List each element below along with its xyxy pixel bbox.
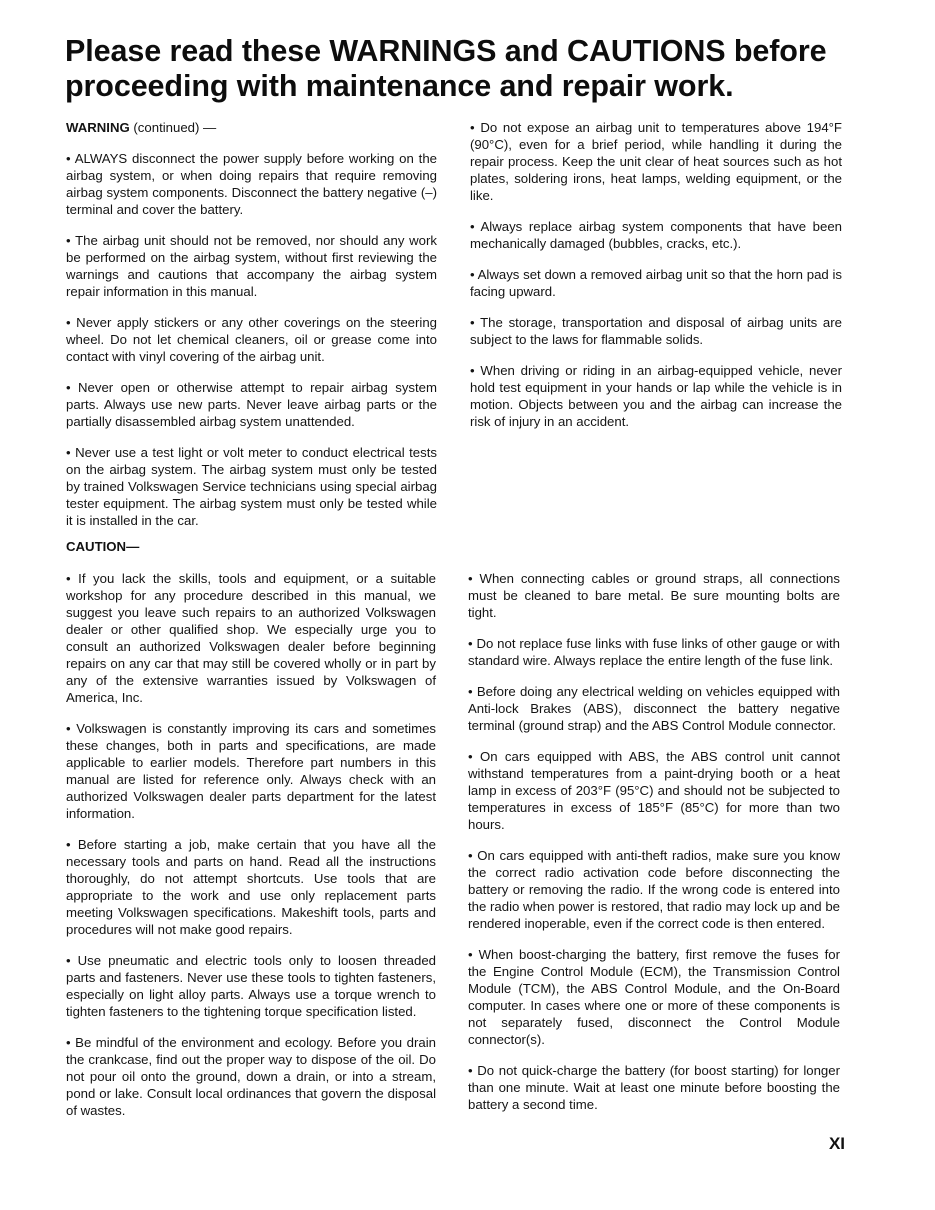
caution-left-column: [66, 570, 436, 1119]
caution-heading: CAUTION—: [66, 539, 140, 554]
warning-item: • Do not expose an airbag unit to temperatures above 194°F (90°C), even for a brief period, while handling it during the repair process. Keep the unit clear of heat sources such as hot plates, soldering irons, heat lamps, welding equipment, or the like.: [470, 120, 842, 203]
caution-item: • When boost-charging the battery, first remove the fuses for the Engine Control Module (ECM), the Transmission Control Module (TCM), the ABS Control Module, and the On-Board computer. In cases where one or more of these components is not separately fused, disconnect the Control Module connector(s).: [468, 947, 840, 1047]
warning-continued: (continued) —: [129, 120, 217, 135]
caution-right-column: [468, 570, 840, 1113]
warning-item: • Always set down a removed airbag unit so that the horn pad is facing upward.: [470, 267, 842, 299]
warning-label: WARNING: [66, 120, 130, 135]
warning-item: • ALWAYS disconnect the power supply before working on the airbag system, or when doing repairs that require removing airbag system components. Disconnect the battery negative (–) terminal and cover the battery.: [66, 151, 437, 217]
page-title: Please read these WARNINGS and CAUTIONS before proceeding with maintenance and repair work.: [65, 34, 827, 103]
warning-item: • Never apply stickers or any other coverings on the steering wheel. Do not let chemical cleaners, oil or grease come into contact with vinyl covering of the airbag unit.: [66, 315, 437, 364]
caution-item: • On cars equipped with ABS, the ABS control unit cannot withstand temperatures from a paint-drying booth or a heat lamp in excess of 203°F (95°C) and should not be subjected to temperatures in excess of 185°F (85°C) for more than two hours.: [468, 749, 840, 832]
page-number: XI: [828, 1134, 845, 1153]
warning-left-column: [66, 119, 437, 529]
warning-item: • The airbag unit should not be removed, nor should any work be performed on the airbag system, without first reviewing the warnings and cautions that accompany the airbag system repair information in this manual.: [66, 233, 437, 299]
warning-item: • Never use a test light or volt meter to conduct electrical tests on the airbag system. The airbag system must only be tested by trained Volkswagen Service technicians using special airbag tester equipment. The airbag system must only be tested while it is installed in the car.: [66, 445, 437, 528]
caution-item: • If you lack the skills, tools and equipment, or a suitable workshop for any procedure described in this manual, we suggest you leave such repairs to an authorized Volkswagen dealer or other qualified shop. We especially urge you to consult an authorized Volkswagen dealer before beginning repairs on any car that may still be covered wholly or in part by any of the extensive warranties issued by Volkswagen of America, Inc.: [66, 571, 436, 705]
warning-item: • Never open or otherwise attempt to repair airbag system parts. Always use new parts. Never leave airbag parts or the partially disassembled airbag system unattended.: [66, 380, 437, 429]
caution-item: • Do not quick-charge the battery (for boost starting) for longer than one minute. Wait at least one minute before boosting the battery a second time.: [468, 1063, 840, 1112]
caution-item: • Be mindful of the environment and ecology. Before you drain the crankcase, find out the proper way to dispose of the oil. Do not pour oil onto the ground, down a drain, or into a stream, pond or lake. Consult local ordinances that govern the disposal of wastes.: [66, 1035, 436, 1118]
caution-item: • On cars equipped with anti-theft radios, make sure you know the correct radio activation code before disconnecting the battery or removing the radio. If the wrong code is entered into the radio when power is restored, that radio may lock up and be rendered inoperable, even if the correct code is then entered.: [468, 848, 840, 931]
caution-item: • When connecting cables or ground straps, all connections must be cleaned to bare metal. Be sure mounting bolts are tight.: [468, 571, 840, 620]
caution-item: • Do not replace fuse links with fuse links of other gauge or with standard wire. Always replace the entire length of the fuse link.: [468, 636, 840, 668]
caution-item: • Volkswagen is constantly improving its cars and sometimes these changes, both in parts and specifications, are made applicable to earlier models. Therefore part numbers in this manual are listed for reference only. Always check with an authorized Volkswagen dealer parts department for the latest information.: [66, 721, 436, 821]
caution-item: • Before doing any electrical welding on vehicles equipped with Anti-lock Brakes (ABS), disconnect the battery negative terminal (ground strap) and the ABS Control Module connector.: [468, 684, 840, 733]
warning-right-column: [470, 119, 842, 430]
caution-item: • Use pneumatic and electric tools only to loosen threaded parts and fasteners. Never use these tools to tighten fasteners, especially on light alloy parts. Always use a torque wrench to tighten fasteners to the tightening torque specification listed.: [66, 953, 436, 1019]
warning-heading: [66, 119, 437, 136]
warning-item: • Always replace airbag system components that have been mechanically damaged (bubbles, cracks, etc.).: [470, 219, 842, 251]
caution-item: • Before starting a job, make certain that you have all the necessary tools and parts on hand. Read all the instructions thoroughly, do not attempt shortcuts. Use tools that are appropriate to the work and use only replacement parts meeting Volkswagen specifications. Makeshift tools, parts and procedures will not make good repairs.: [66, 837, 436, 937]
warning-item: • When driving or riding in an airbag-equipped vehicle, never hold test equipment in your hands or lap while the vehicle is in motion. Objects between you and the airbag can increase the risk of injury in an accident.: [470, 363, 842, 429]
warning-item: • The storage, transportation and disposal of airbag units are subject to the laws for flammable solids.: [470, 315, 842, 347]
